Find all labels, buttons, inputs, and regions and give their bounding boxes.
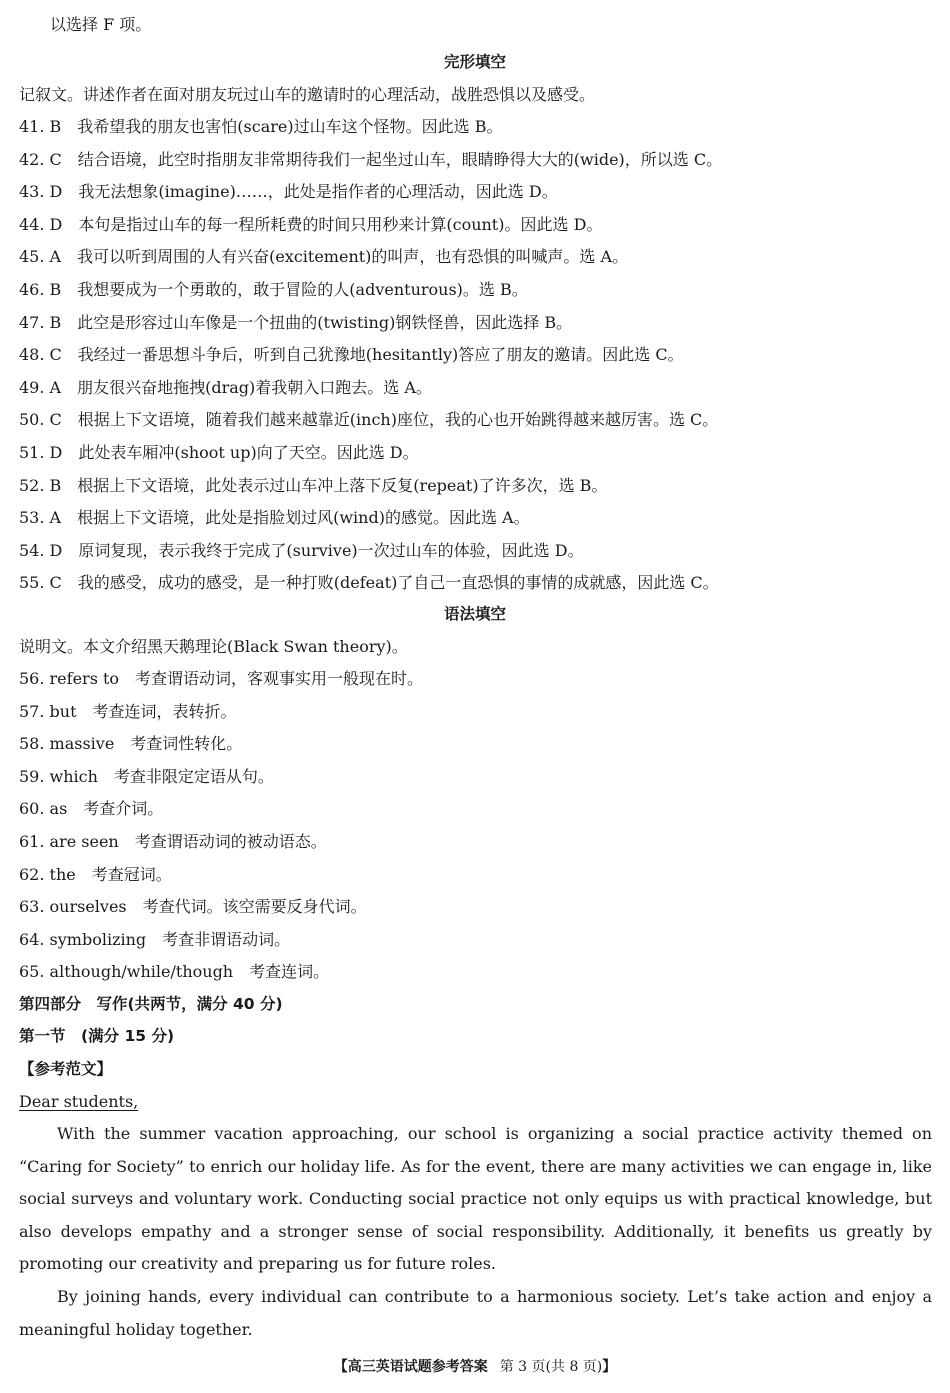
answer-number: 58. massive [19,734,115,754]
footer-title: 【高三英语试题参考答案 [333,1359,488,1375]
answer-explanation: 考查代词。该空需要反身代词。 [142,897,367,917]
answer-explanation: 原词复现，表示我终于完成了(survive)一次过山车的体验，因此选 D。 [78,540,584,560]
answer-item [19,149,722,171]
answer-item [19,766,274,788]
answer-item [19,377,432,399]
answer-number: 48. C [19,345,62,365]
answer-item [19,733,242,755]
answer-item [19,572,719,594]
answer-item [19,864,172,886]
answer-number: 52. B [19,475,62,495]
answer-number: 62. the [19,864,76,884]
sample-essay-label: 【参考范文】 [19,1060,113,1078]
answer-explanation: 根据上下文语境，随着我们越来越靠近(inch)座位，我的心也开始跳得越来越厉害。选 C。 [77,410,719,430]
answer-number: 49. A [19,377,62,397]
essay-paragraph-1: With the summer vacation approaching, our school is organizing a social practice activity themed on “Caring for Society” to enrich our holiday life. As for the event, there are many activities we can engage in, like social surveys and voluntary work. Conducting social practice not only equips us with practical knowledge, but also develops empathy and a stronger sense of social responsibility. Additionally, it benefits us greatly by promoting our creativity and preparing us for future roles. [19,1124,932,1273]
cloze-summary: 记叙文。讲述作者在面对朋友玩过山车的邀请时的心理活动，战胜恐惧以及感受。 [19,85,596,104]
grammar-section-title: 语法填空 [443,605,506,623]
answer-item [19,668,423,690]
answer-item [19,831,327,853]
cloze-section-title: 完形填空 [443,53,506,71]
answer-item [19,896,367,918]
answer-number: 61. are seen [19,832,119,851]
answer-item [19,181,558,203]
answer-item [19,701,237,723]
answer-item [19,116,502,138]
answer-number: 64. symbolizing [19,929,147,949]
answer-explanation: 我可以听到周围的人有兴奋(excitement)的叫声，也有恐惧的叫喊声。选 A。 [77,247,629,267]
answer-item [19,540,584,562]
grammar-summary: 说明文。本文介绍黑天鹅理论(Black Swan theory)。 [19,637,408,656]
answer-item [19,929,290,951]
answer-explanation: 此处表车厢冲(shoot up)向了天空。因此选 D。 [78,443,419,462]
answer-explanation: 此空是形容过山车像是一个扭曲的(twisting)钢铁怪兽，因此选择 B。 [77,312,573,332]
answer-explanation: 结合语境，此空时指朋友非常期待我们一起坐过山车，眼睛睁得大大的(wide)，所以选 C。 [77,149,723,169]
answer-explanation: 考查连词，表转折。 [92,701,237,721]
answer-explanation: 根据上下文语境，此处表示过山车冲上落下反复(repeat)了许多次，选 B。 [77,475,608,495]
footer-page-number: 第 3 页(共 8 页) [499,1359,603,1375]
answer-explanation: 考查词性转化。 [130,734,243,754]
answer-item [19,409,718,431]
answer-item [19,246,628,268]
answer-number: 41. B [19,117,62,136]
answer-explanation: 我的感受，成功的感受，是一种打败(defeat)了自己一直恐惧的事情的成就感，因此选 C。 [77,573,719,593]
answer-explanation: 考查谓语动词的被动语态。 [134,832,327,851]
footer-close-bracket: 】 [602,1359,617,1375]
answer-item [19,442,419,464]
answer-explanation: 我经过一番思想斗争后，听到自己犹豫地(hesitantly)答应了朋友的邀请。因此选 C。 [77,345,684,365]
answer-number: 56. refers to [19,669,120,688]
answer-explanation: 本句是指过山车的每一程所耗费的时间只用秒来计算(count)。因此选 D。 [78,214,603,234]
answer-number: 45. A [19,247,62,267]
page-footer [0,1356,950,1378]
essay-salutation: Dear students, [19,1092,139,1111]
answer-explanation: 朋友很兴奋地拖拽(drag)着我朝入口跑去。选 A。 [77,377,432,397]
answer-number: 65. although/while/though [19,962,234,982]
answer-item [19,344,684,366]
answer-explanation: 考查冠词。 [91,864,172,884]
answer-number: 54. D [19,540,63,560]
answer-number: 63. ourselves [19,897,127,917]
writing-part-title: 第四部分 写作(共两节，满分 40 分) [19,995,283,1013]
answer-item [19,475,607,497]
answer-number: 46. B [19,280,62,299]
answer-explanation: 根据上下文语境，此处是指脸划过风(wind)的感觉。因此选 A。 [77,508,530,528]
answer-explanation: 我无法想象(imagine)……，此处是指作者的心理活动，因此选 D。 [78,182,558,202]
answer-number: 47. B [19,312,62,332]
answer-item [19,312,572,334]
answer-item [19,507,530,529]
answer-number: 44. D [19,214,63,234]
answer-explanation: 我想要成为一个勇敢的，敢于冒险的人(adventurous)。选 B。 [77,280,528,299]
answer-number: 60. as [19,799,68,819]
answer-number: 55. C [19,573,62,593]
answer-explanation: 考查非谓语动词。 [162,929,291,949]
answer-explanation: 考查介词。 [83,799,164,819]
answer-number: 57. but [19,701,77,721]
intro-line: 以选择 F 项。 [50,15,152,34]
answer-number: 43. D [19,182,63,202]
essay-paragraph-2: By joining hands, every individual can contribute to a harmonious society. Let’s take action and enjoy a meaningful holiday together. [19,1287,932,1339]
answer-explanation: 我希望我的朋友也害怕(scare)过山车这个怪物。因此选 B。 [77,117,503,136]
answer-item [19,798,163,820]
answer-explanation: 考查谓语动词，客观事实用一般现在时。 [135,669,424,688]
answer-number: 53. A [19,508,62,528]
answer-item [19,214,602,236]
answer-number: 59. which [19,766,98,786]
answer-explanation: 考查连词。 [249,962,330,982]
answer-number: 50. C [19,410,62,430]
answer-item [19,961,329,983]
answer-number: 51. D [19,443,63,462]
answer-item [19,279,528,301]
writing-section-title: 第一节 (满分 15 分) [19,1027,175,1045]
answer-number: 42. C [19,149,62,169]
answer-explanation: 考查非限定定语从句。 [113,766,274,786]
